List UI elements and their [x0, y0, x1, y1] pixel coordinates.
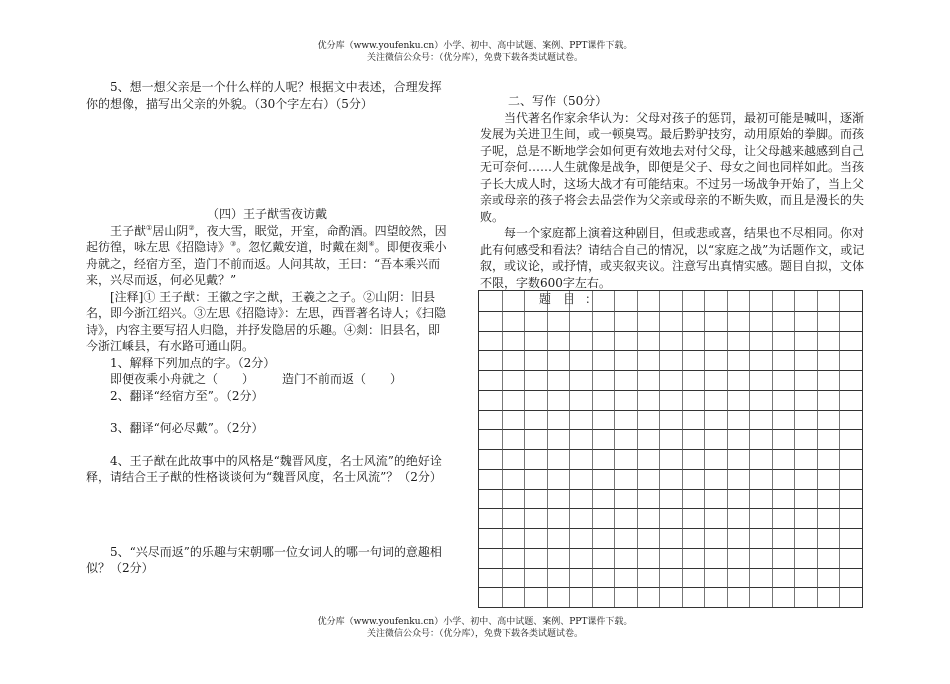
right-column [480, 79, 870, 291]
writing-prompt-para-2: 每一个家庭都上演着这种剧目，但或悲或喜，结果也不尽相同。你对此有何感受和看法？请结合自己的情况，以“家庭之战”为话题作文，或记叙，或议论，或抒情，或夹叙夹议。注意写出真情实感。题目自拟，文体不限，字数600字左右。 [480, 226, 865, 290]
footer-line-1: 优分库（www.youfenku.cn）小学、初中、高中试题、案例、PPT课件下载。 [317, 617, 633, 627]
header-line-1: 优分库（www.youfenku.cn）小学、初中、高中试题、案例、PPT课件下载。 [317, 41, 633, 51]
grid-title-colon: ： [585, 292, 598, 306]
page-header [0, 40, 950, 64]
question-5: 5、“兴尽而返”的乐趣与宋朝哪一位女词人的哪一句词的意趣相似？（2分） [86, 544, 442, 575]
grid-lines [479, 291, 862, 607]
page-footer [0, 616, 950, 640]
section-4-title: （四）王子猷雪夜访戴 [206, 207, 327, 221]
section-2-title: 二、写作（50分） [508, 94, 608, 108]
classical-passage: 王子猷①居山阴②，夜大雪，眠觉，开室，命酌酒。四望皎然，因起彷徨，咏左思《招隐诗》③。忽忆戴安道，时戴在剡④。即便夜乘小舟就之，经宿方至，造门不前而返。人问其故，王曰：“吾本乘兴而来，兴尽而返，何必见戴？” [86, 223, 447, 287]
question-5-father: 5、想一想父亲是一个什么样的人呢？根据文中表述，合理发挥你的想像，描写出父亲的外貌。（30个字左右）（5分） [86, 80, 442, 111]
header-line-2: 关注微信公众号：（优分库），免费下载各类试题试卷。 [366, 53, 583, 63]
question-4: 4、王子猷在此故事中的风格是“魏晋风度，名士风流”的绝好诠释，请结合王子猷的性格谈谈何为“魏晋风度，名士风流”？（2分） [86, 453, 442, 484]
passage-notes: [注释]① 王子猷：王徽之字之猷，王羲之之子。②山阴：旧县名，即今浙江绍兴。③左思《招隐诗》：左思，西晋著名诗人；《扫隐诗》，内容主要写招人归隐，并抒发隐居的乐趣。④剡：旧县名，即今浙江嵊县，有水路可通山阴。 [86, 289, 447, 353]
question-1: 1、解释下列加点的字。（2分） [110, 355, 276, 370]
question-1-item-a: 即便夜乘小舟就之（ ） [110, 372, 255, 386]
question-1-items [86, 371, 448, 388]
left-column [86, 79, 448, 577]
composition-grid[interactable] [478, 290, 863, 608]
footer-line-2: 关注微信公众号：（优分库），免费下载各类试题试卷。 [366, 629, 583, 639]
grid-title-char-2: 目 [563, 292, 576, 306]
writing-prompt-para-1: 当代著名作家余华认为：父母对孩子的惩罚，最初可能是喊叫，逐渐发展为关进卫生间，或一顿臭骂。最后黔驴技穷，动用原始的拳脚。而孩子呢，总是不断地学会如何更有效地去对付父母，让父母越来越感到自己无可奈何……人生就像是战争，即便是父子、母女之间也同样如此。当孩子长大成人时，这场大战才有可能结束。不过另一场战争开始了，当上父亲或母亲的孩子将会去品尝作为父亲或母亲的不断失败，而且是漫长的失败。 [480, 110, 865, 224]
question-3: 3、翻译“何必尽戴”。（2分） [110, 421, 264, 435]
grid-title-char-1: 题 [539, 292, 552, 306]
question-1-item-b: 造门不前而返（ ） [282, 372, 403, 386]
question-2: 2、翻译“经宿方至”。（2分） [110, 388, 264, 403]
